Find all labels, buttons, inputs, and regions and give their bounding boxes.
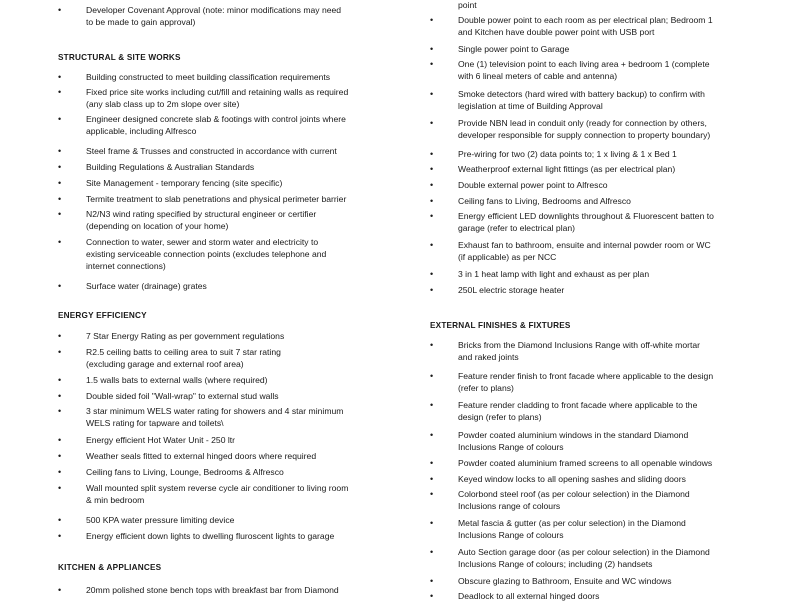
list-item: • Obscure glazing to Bathroom, Ensuite and WC windows bbox=[430, 576, 672, 586]
bullet-icon: • bbox=[58, 237, 62, 247]
bullet-icon: • bbox=[430, 458, 434, 468]
bullet-icon: • bbox=[430, 118, 434, 128]
bullet-icon: • bbox=[430, 591, 434, 601]
list-item: • 3 star minimum WELS water rating for showers and 4 star minimum WELS rating for tapware and toilets\ bbox=[58, 406, 344, 429]
section-heading-energy: ENERGY EFFICIENCY bbox=[58, 311, 147, 320]
bullet-icon: • bbox=[58, 406, 62, 416]
list-item: • 7 Star Energy Rating as per government regulations bbox=[58, 331, 285, 341]
list-item: • Fixed price site works including cut/fill and retaining walls as required (any slab class up to 2m slope over site) bbox=[58, 87, 349, 110]
list-item: • Powder coated aluminium framed screens to all openable windows bbox=[430, 458, 713, 468]
list-item: • Termite treatment to slab penetrations and physical perimeter barrier bbox=[58, 194, 347, 204]
bullet-icon: • bbox=[58, 515, 62, 525]
bullet-icon: • bbox=[430, 89, 434, 99]
list-item: • Steel frame & Trusses and constructed in accordance with current bbox=[58, 146, 337, 156]
list-item: • Auto Section garage door (as per colour selection) in the Diamond Inclusions Range of colours; including (2) handsets bbox=[430, 547, 710, 570]
list-item: • Weatherproof external light fittings (as per electrical plan) bbox=[430, 164, 676, 174]
bullet-icon: • bbox=[430, 340, 434, 350]
bullet-icon: • bbox=[430, 269, 434, 279]
bullet-icon: • bbox=[58, 146, 62, 156]
bullet-icon: • bbox=[58, 162, 62, 172]
list-item: • Deadlock to all external hinged doors bbox=[430, 591, 600, 601]
bullet-icon: • bbox=[58, 483, 62, 493]
bullet-icon: • bbox=[430, 164, 434, 174]
bullet-icon: • bbox=[58, 531, 62, 541]
list-item: • 500 KPA water pressure limiting device bbox=[58, 515, 235, 525]
bullet-icon: • bbox=[58, 209, 62, 219]
list-item: • Feature render finish to front facade where applicable to the design (refer to plans) bbox=[430, 371, 714, 394]
list-item: • Engineer designed concrete slab & footings with control joints where applicable, including Alfresco bbox=[58, 114, 346, 137]
list-item: • Site Management - temporary fencing (site specific) bbox=[58, 178, 283, 188]
list-item: • Wall mounted split system reverse cycle air conditioner to living room & min bedroom bbox=[58, 483, 349, 506]
list-item: • Energy efficient down lights to dwelling fluroscent lights to garage bbox=[58, 531, 335, 541]
list-item: • 1.5 walls bats to external walls (where required) bbox=[58, 375, 268, 385]
list-item: • 250L electric storage heater bbox=[430, 285, 565, 295]
bullet-icon: • bbox=[430, 59, 434, 69]
list-item: • 3 in 1 heat lamp with light and exhaust as per plan bbox=[430, 269, 650, 279]
list-item: • Energy efficient LED downlights throughout & Fluorescent batten to garage (refer to electrical plan) bbox=[430, 211, 714, 234]
list-item: • Building constructed to meet building classification requirements bbox=[58, 72, 331, 82]
list-item: • Provide NBN lead in conduit only (ready for connection by others, developer responsible for supply connection to property boundary) bbox=[430, 118, 711, 141]
bullet-icon: • bbox=[430, 576, 434, 586]
list-item: • Building Regulations & Australian Standards bbox=[58, 162, 255, 172]
list-item: • Feature render cladding to front facade where applicable to the design (refer to plans) bbox=[430, 400, 698, 423]
list-item: • Double external power point to Alfresco bbox=[430, 180, 608, 190]
list-item: • Developer Covenant Approval (note: minor modifications may need to be made to gain approval) bbox=[58, 5, 342, 28]
list-item: • Pre-wiring for two (2) data points to; 1 x living & 1 x Bed 1 bbox=[430, 149, 677, 159]
section-heading-kitchen: KITCHEN & APPLIANCES bbox=[58, 563, 162, 572]
list-item: • Ceiling fans to Living, Bedrooms and Alfresco bbox=[430, 196, 631, 206]
bullet-icon: • bbox=[58, 5, 62, 15]
bullet-icon: • bbox=[58, 451, 62, 461]
list-item: • 20mm polished stone bench tops with breakfast bar from Diamond bbox=[58, 585, 339, 595]
bullet-icon: • bbox=[58, 331, 62, 341]
bullet-icon: • bbox=[58, 194, 62, 204]
list-item: • N2/N3 wind rating specified by structural engineer or certifier (depending on location of your home) bbox=[58, 209, 317, 232]
list-item: • Bricks from the Diamond Inclusions Range with off-white mortar and raked joints bbox=[430, 340, 700, 363]
bullet-icon: • bbox=[430, 371, 434, 381]
bullet-icon: • bbox=[430, 240, 434, 250]
bullet-icon: • bbox=[430, 474, 434, 484]
list-item: • Double sided foil "Wall-wrap" to external stud walls bbox=[58, 391, 279, 401]
bullet-icon: • bbox=[58, 467, 62, 477]
bullet-icon: • bbox=[58, 347, 62, 357]
bullet-icon: • bbox=[58, 391, 62, 401]
bullet-icon: • bbox=[58, 435, 62, 445]
list-item: • Energy efficient Hot Water Unit - 250 ltr bbox=[58, 435, 236, 445]
list-item: point bbox=[458, 0, 477, 10]
bullet-icon: • bbox=[430, 285, 434, 295]
list-item: • Colorbond steel roof (as per colour selection) in the Diamond Inclusions range of colours bbox=[430, 489, 690, 512]
list-item: • Double power point to each room as per electrical plan; Bedroom 1 and Kitchen have double power point with USB port bbox=[430, 15, 713, 38]
bullet-icon: • bbox=[58, 281, 62, 291]
list-item: • Connection to water, sewer and storm water and electricity to existing serviceable connection points (excludes telephone and internet connections) bbox=[58, 237, 327, 272]
list-item: • One (1) television point to each living area + bedroom 1 (complete with 6 lineal meters of cable and antenna) bbox=[430, 59, 710, 82]
bullet-icon: • bbox=[58, 585, 62, 595]
list-item: • Exhaust fan to bathroom, ensuite and internal powder room or WC (if applicable) as per NCC bbox=[430, 240, 711, 263]
bullet-icon: • bbox=[430, 430, 434, 440]
bullet-icon: • bbox=[58, 375, 62, 385]
list-item: • Single power point to Garage bbox=[430, 44, 570, 54]
bullet-icon: • bbox=[430, 196, 434, 206]
bullet-icon: • bbox=[430, 15, 434, 25]
list-item: • Weather seals fitted to external hinged doors where required bbox=[58, 451, 317, 461]
bullet-icon: • bbox=[430, 547, 434, 557]
bullet-icon: • bbox=[430, 518, 434, 528]
bullet-icon: • bbox=[58, 178, 62, 188]
list-item: • Surface water (drainage) grates bbox=[58, 281, 207, 291]
bullet-icon: • bbox=[58, 72, 62, 82]
list-item: • Smoke detectors (hard wired with battery backup) to confirm with legislation at time of Building Approval bbox=[430, 89, 705, 112]
bullet-icon: • bbox=[430, 400, 434, 410]
bullet-icon: • bbox=[430, 489, 434, 499]
list-item: • Ceiling fans to Living, Lounge, Bedrooms & Alfresco bbox=[58, 467, 284, 477]
list-item: • Metal fascia & gutter (as per colur selection) in the Diamond Inclusions Range of colours bbox=[430, 518, 686, 541]
bullet-icon: • bbox=[430, 44, 434, 54]
bullet-icon: • bbox=[58, 114, 62, 124]
list-item: • Powder coated aluminium windows in the standard Diamond Inclusions Range of colours bbox=[430, 430, 689, 453]
bullet-icon: • bbox=[430, 180, 434, 190]
list-item: • R2.5 ceiling batts to ceiling area to suit 7 star rating (excluding garage and external roof area) bbox=[58, 347, 281, 370]
bullet-icon: • bbox=[430, 149, 434, 159]
list-item: • Keyed window locks to all opening sashes and sliding doors bbox=[430, 474, 686, 484]
bullet-icon: • bbox=[58, 87, 62, 97]
section-heading-external: EXTERNAL FINISHES & FIXTURES bbox=[430, 321, 571, 330]
section-heading-structural: STRUCTURAL & SITE WORKS bbox=[58, 53, 181, 62]
bullet-icon: • bbox=[430, 211, 434, 221]
